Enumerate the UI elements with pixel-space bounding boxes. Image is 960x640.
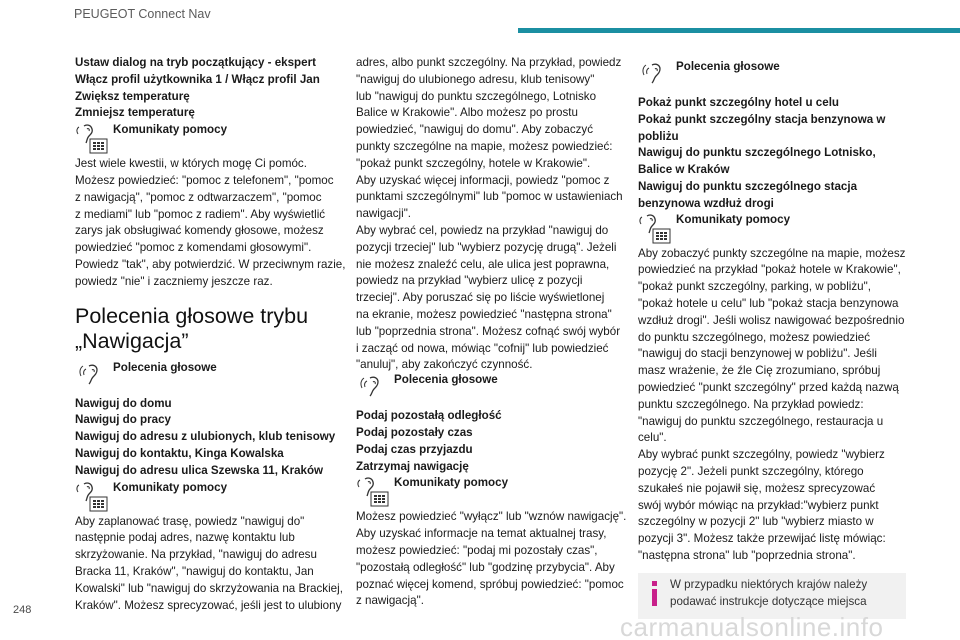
header-title: PEUGEOT Connect Nav [74,7,211,21]
text-line: "nawiguj do ulubionego adresu, klub tenisowy" [356,72,595,86]
command-line: Nawiguj do pracy [75,413,171,427]
text-line: powiedzieć na przykład "pokaż hotele w Krakowie", [638,263,901,277]
help-paragraph [75,156,346,290]
text-line: Aby uzyskać informacje na temat aktualnej trasy, [356,527,607,541]
text-line: Aby uzyskać więcej informacji, powiedz "pomoc z [356,173,610,187]
section-title-line: Polecenia głosowe trybu [75,303,309,328]
voice-commands-heading [356,372,618,406]
text-line: W przypadku niektórych krajów należy [670,577,868,591]
info-icon [646,577,670,615]
text-line: z nawigacją", "pomoc z odtwarzaczem", "pomoc [75,190,322,204]
text-line: "nawiguj do punktu szczególnego, restauracja u [638,414,884,428]
voice-help-icon [75,122,113,156]
help-label: Komunikaty pomocy [113,480,228,494]
text-line: "pokaż punkt szczególny, hotele w Krakowie". [356,156,591,170]
text-line: wzdłuż drogi". Jeśli wolisz nawigować bezpośrednio [638,313,905,327]
help-label: Komunikaty pomocy [676,212,791,226]
text-line: szczególny w pozycji 2" lub "wybierz miasto w [638,515,874,529]
command-list [356,408,618,475]
text-line: Jest wiele kwestii, w których mogę Ci pomóc. [75,157,307,171]
command-line: Pokaż punkt szczególny stacja benzynowa w [638,112,886,126]
text-line: nawigacji". [356,207,412,221]
help-paragraph [75,514,343,615]
text-line: pozycji 3". Możesz także przewijać listę mówiąc: [638,532,886,546]
text-line: powiedzieć "pomoc z komendami głosowymi". [75,241,312,255]
text-line: Bracka 11, Kraków", "nawiguj do kontaktu, Jan [75,564,314,578]
command-line: Zwiększ temperaturę [75,89,190,103]
text-line: nie możesz znaleźć celu, ale ulica jest poprawna, [356,257,610,271]
command-line: Zmniejsz temperaturę [75,106,195,120]
text-line: następnie podaj adres, nazwę kontaktu lub [75,531,295,545]
info-text [670,577,867,615]
text-line: powiedzieć "punkt szczególny" przed każdą nazwą [638,380,899,394]
command-line: Nawiguj do adresu ulica Szewska 11, Kraków [75,463,324,477]
text-line: "pokaż hotele u celu" lub "pokaż stacja benzynowa [638,296,899,310]
command-line: Zatrzymaj nawigację [356,459,469,473]
header-accent-bar [518,28,960,33]
command-line: pobliżu [638,129,679,143]
text-line: Aby wybrać punkt szczególny, powiedz "wybierz [638,448,885,462]
column-2 [356,55,627,610]
voice-help-icon [75,480,113,514]
text-line: z nawigacją". [356,594,424,608]
text-line: "pokaż punkt szczególny, parking, w pobliżu", [638,280,871,294]
voice-commands-heading [75,360,321,394]
text-line: podawać instrukcje dotyczące miejsca [670,594,867,608]
voice-commands-label: Polecenia głosowe [394,373,498,387]
text-line: zarys jak obsługiwać komendy głosowe, możesz [75,224,324,238]
text-line: szukałeś nie pojawił się, możesz sprecyzować [638,481,876,495]
voice-commands-label: Polecenia głosowe [676,60,780,73]
command-line: Balice w Kraków [638,163,730,177]
text-line: "następna strona" lub "poprzednia strona". [638,548,856,562]
text-line: z mediami" lub "pomoc z radiem". Aby wyświetlić [75,207,326,221]
text-line: "anuluj", aby zakończyć czynność. [356,358,533,372]
help-label: Komunikaty pomocy [394,476,509,490]
text-paragraph [356,55,623,374]
text-line: pozycji trzeciej" lub "wybierz pozycję drugą". Jeżeli [356,240,617,254]
text-line: powiedzieć, "nawiguj do domu". Aby zobaczyć [356,123,594,137]
command-line: Podaj pozostałą odległość [356,409,502,423]
text-line: powiedz na przykład "wybierz ulicę z pozycji [356,274,583,288]
voice-command-icon [75,360,113,394]
text-line: powiedz "nie" i zaczniemy jeszcze raz. [75,274,273,288]
text-line: Powiedz "tak", aby potwierdzić. W przeciwnym razie, [75,257,346,271]
help-heading [75,480,321,514]
text-line: Aby wybrać cel, powiedz na przykład "nawiguj do [356,223,609,237]
voice-commands-heading [638,59,906,93]
text-line: do punktu szczególnego, możesz powiedzieć [638,330,871,344]
text-line: Aby zobaczyć punkty szczególne na mapie, możesz [638,246,906,260]
watermark: carmanualsonline.info [620,612,884,640]
voice-help-icon [638,212,676,246]
section-title [75,304,321,354]
text-line: Możesz powiedzieć: "pomoc z telefonem", "pomoc [75,173,334,187]
command-line: Nawiguj do punktu szczególnego stacja [638,179,858,193]
text-line: lub "poprzednia strona". Możesz cofnąć swój wybór [356,324,621,338]
help-paragraph [356,509,627,610]
text-line: celu". [638,431,667,445]
help-paragraph [638,246,906,565]
column-1 [75,55,346,614]
text-line: punkty szczególne na mapie, możesz powiedzieć: [356,139,613,153]
text-line: pozycję 2". Jeżeli punkt szczególny, którego [638,464,864,478]
text-line: punktu szczególnego. Na przykład powiedz: [638,397,864,411]
section-title-line: „Nawigacja” [75,328,189,353]
text-line: Balice w Krakowie". Albo możesz po prostu [356,106,578,120]
command-line: benzynowa wzdłuż drogi [638,196,774,210]
text-line: "nawiguj do stacji benzynowej w pobliżu". Jeśli [638,347,877,361]
page-number: 248 [13,604,32,616]
command-line: Pokaż punkt szczególny hotel u celu [638,96,839,109]
text-line: poznać więcej komend, spróbuj powiedzieć: "pomoc [356,577,624,591]
help-label: Komunikaty pomocy [113,123,228,137]
text-line: Kraków". Możesz sprecyzować, jeśli jest to ulubiony [75,598,342,612]
text-line: i zacząć od nowa, mówiąc "cofnij" lub powiedzieć [356,341,609,355]
command-line: Podaj czas przyjazdu [356,442,473,456]
voice-help-icon [356,475,394,509]
command-line: Nawiguj do domu [75,396,172,410]
text-line: na ekranie, możesz powiedzieć "następna strona" [356,307,612,321]
text-line: "pozostałą odległość" lub "godzinę przybycia". Aby [356,560,615,574]
command-list [638,95,906,213]
text-line: masz wrażenie, że źle Cię zrozumiano, spróbuj [638,364,881,378]
column-3 [638,59,906,619]
voice-command-icon [638,59,676,93]
command-line: Nawiguj do adresu z ulubionych, klub tenisowy [75,430,336,444]
text-line: możesz powiedzieć: "podaj mi pozostały czas", [356,543,598,557]
voice-commands-label: Polecenia głosowe [113,360,217,374]
text-line: lub "nawiguj do punktu szczególnego, Lotnisko [356,89,597,103]
text-line: Aby zaplanować trasę, powiedz "nawiguj do" [75,514,305,528]
command-line: Nawiguj do kontaktu, Kinga Kowalska [75,446,284,460]
command-line: Nawiguj do punktu szczególnego Lotnisko, [638,146,876,160]
text-line: adres, albo punkt szczególny. Na przykład, powiedz [356,56,622,69]
text-line: skrzyżowanie. Na przykład, "nawiguj do adresu [75,548,317,562]
command-list [75,396,336,480]
text-line: trzeciej". Aby poruszać się po liście wyświetlonej [356,291,605,305]
command-line: Podaj pozostały czas [356,425,473,439]
voice-command-icon [356,372,394,406]
command-line: Ustaw dialog na tryb początkujący - ekspert [75,56,316,69]
help-heading [638,212,906,246]
text-line: swój wybór mówiąc na przykład:"wybierz punkt [638,498,879,512]
help-heading [356,475,618,509]
command-line: Włącz profil użytkownika 1 / Włącz profil Jan [75,72,320,86]
text-line: Możesz powiedzieć "wyłącz" lub "wznów nawigację". [356,510,627,524]
help-heading [75,122,321,156]
text-line: punktami szczególnymi" lub "pomoc w ustawieniach [356,190,623,204]
text-line: Kowalski" lub "nawiguj do skrzyżowania na Brackiej, [75,581,343,595]
